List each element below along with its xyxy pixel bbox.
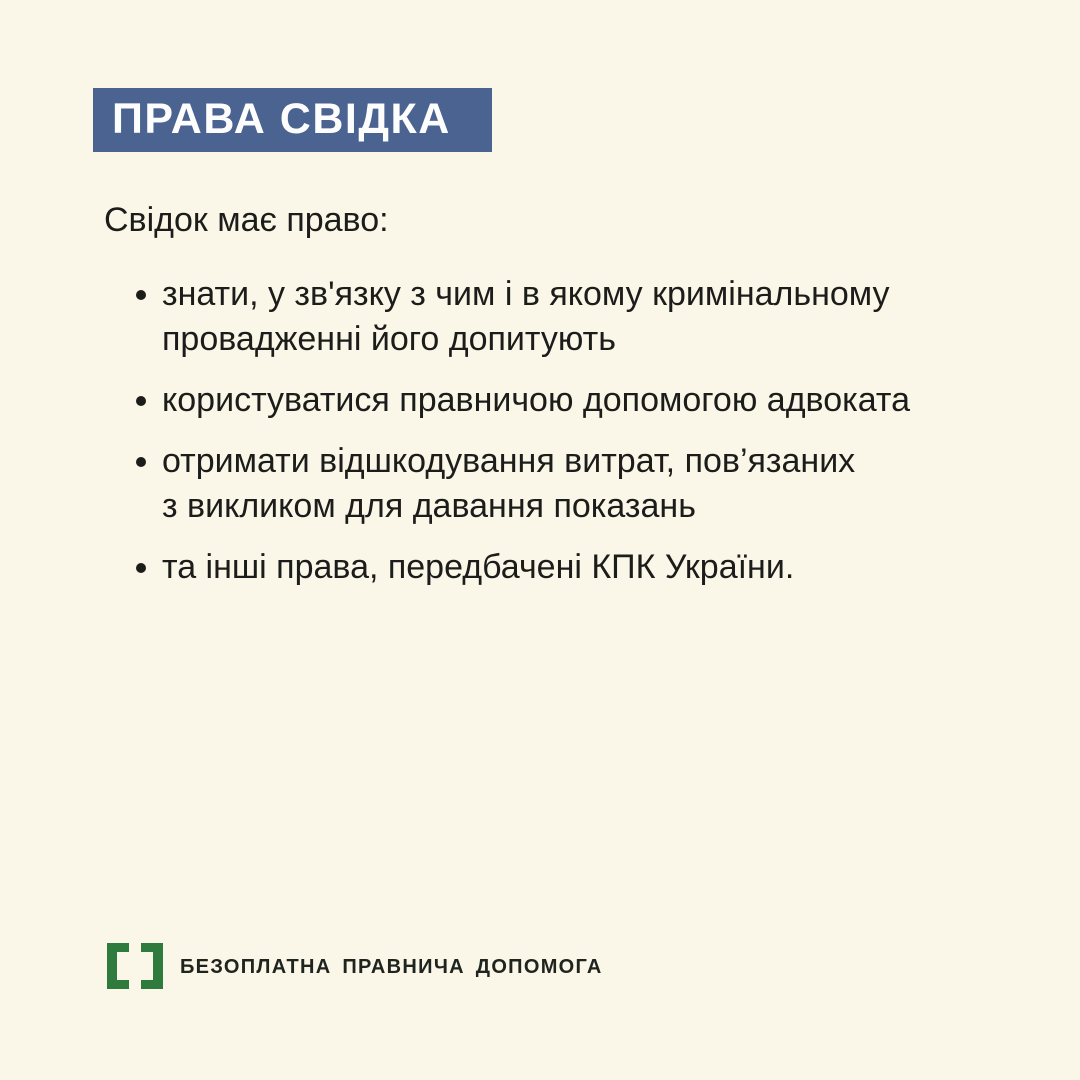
list-item: [136, 439, 966, 529]
list-item-text: [162, 545, 794, 590]
left-bracket-icon: [107, 943, 129, 989]
list-item-line: отримати відшкодування витрат, пов’язаних: [162, 442, 856, 480]
page-title: ПРАВА СВІДКА: [112, 94, 451, 143]
bullet-icon: [136, 396, 146, 406]
footer-logo: [107, 943, 603, 989]
list-item-text: [162, 439, 855, 529]
list-item-line: знати, у зв'язку з чим і в якому кримінальному: [162, 275, 890, 313]
bullet-icon: [136, 457, 146, 467]
list-item-text: [162, 272, 890, 362]
list-item-line: та інші права, передбачені КПК України.: [162, 548, 795, 586]
list-item: [136, 378, 966, 423]
list-item-line: з викликом для давання показань: [162, 487, 696, 525]
list-item-line: користуватися правничою допомогою адвоката: [162, 381, 910, 419]
list-item-line: провадженні його допитують: [162, 320, 616, 358]
title-banner: [93, 88, 492, 152]
rights-list: [136, 272, 966, 590]
bullet-icon: [136, 563, 146, 573]
intro-text: Свідок має право:: [104, 201, 389, 239]
list-item: [136, 272, 966, 362]
square-brackets-icon: [107, 943, 163, 989]
right-bracket-icon: [141, 943, 163, 989]
bullet-icon: [136, 290, 146, 300]
list-item-text: [162, 378, 910, 423]
organization-name: БЕЗОПЛАТНА ПРАВНИЧА ДОПОМОГА: [180, 955, 603, 978]
list-item: [136, 545, 966, 590]
